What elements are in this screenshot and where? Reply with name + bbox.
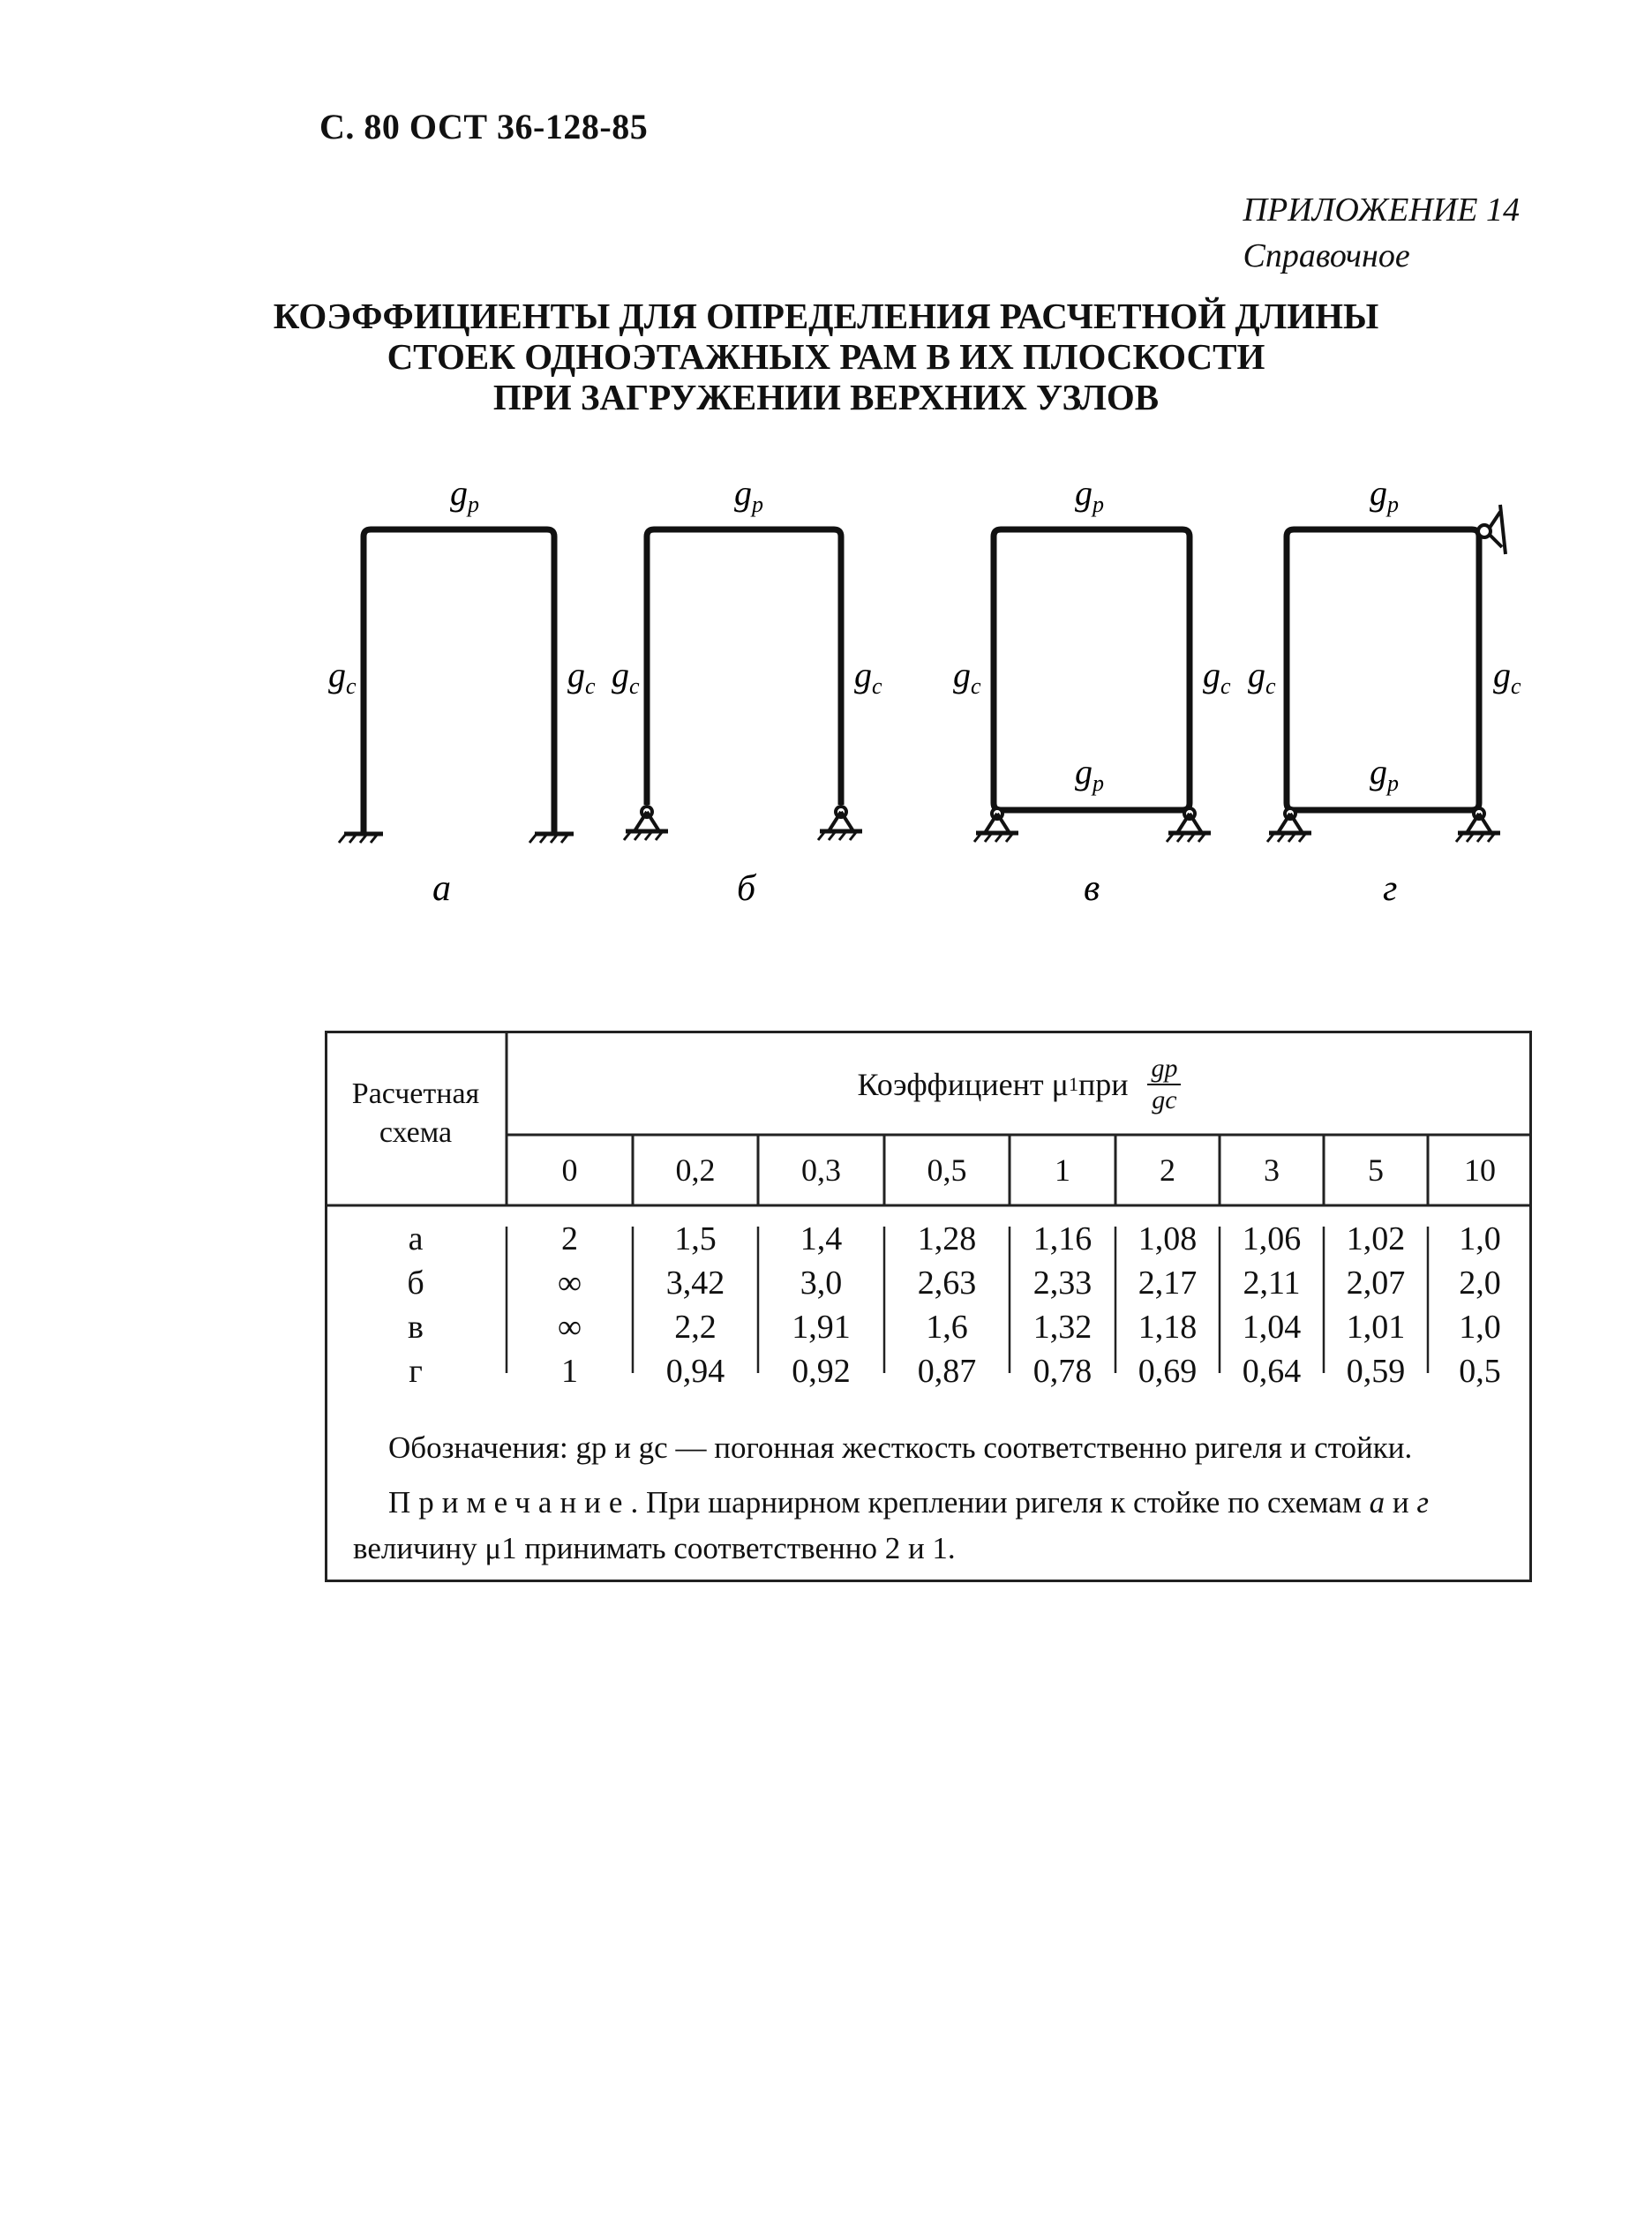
value-cell: 1,01: [1346, 1309, 1406, 1346]
value-cell: 1,16: [1032, 1220, 1093, 1257]
frame-a-caption: а: [432, 868, 451, 909]
value-cell: 1,0: [1459, 1220, 1501, 1257]
value-cell: 1,02: [1346, 1220, 1406, 1257]
ratio-header-cell: 3: [1264, 1152, 1280, 1188]
frame-b-right-label: $g_c$: [854, 655, 882, 699]
frame-b-top-label: $g_p$: [734, 473, 763, 517]
scheme-column-header: Расчетная схема: [351, 1077, 480, 1149]
frame-b-left-label: $g_c$: [612, 655, 640, 699]
frame-a-right-label: $g_c$: [567, 655, 596, 699]
ratio-header-cell: 5: [1368, 1152, 1384, 1188]
value-cell: 1,4: [800, 1220, 843, 1257]
fraction-numerator: gp: [1147, 1054, 1181, 1085]
scheme-cell: в: [408, 1309, 424, 1346]
frame-g-bottom-label: $g_p$: [1370, 752, 1399, 796]
value-cell: 2,0: [1459, 1265, 1501, 1302]
frame-a: [328, 473, 596, 909]
value-cell: 1,06: [1242, 1220, 1302, 1257]
value-cell: 3,42: [665, 1265, 725, 1302]
frame-g-right-label: $g_c$: [1493, 655, 1521, 699]
value-cell: 1: [561, 1353, 578, 1390]
title-line-2: СТОЕК ОДНОЭТАЖНЫХ РАМ В ИХ ПЛОСКОСТИ: [387, 336, 1265, 377]
value-cell: 1,32: [1032, 1309, 1093, 1346]
value-cell: 1,5: [674, 1220, 717, 1257]
frame-v-left-label: $g_c$: [953, 655, 981, 699]
value-cell: 1,6: [926, 1309, 968, 1346]
frame-v-top-label: $g_p$: [1075, 473, 1104, 517]
frame-b-caption: б: [737, 868, 756, 909]
frame-v-bottom-label: $g_p$: [1075, 752, 1104, 796]
value-cell: 2,17: [1138, 1265, 1198, 1302]
value-cell: 0,92: [792, 1353, 851, 1390]
frame-a-left-label: $g_c$: [328, 655, 357, 699]
value-cell: 2,2: [674, 1309, 717, 1346]
ratio-header-cell: 0,3: [801, 1152, 841, 1188]
scheme-cell: а: [408, 1220, 424, 1257]
value-cell: 2,11: [1243, 1265, 1301, 1302]
value-cell: ∞: [557, 1309, 582, 1346]
value-cell: 1,04: [1242, 1309, 1302, 1346]
appendix-label: ПРИЛОЖЕНИЕ 14: [1243, 191, 1520, 229]
frame-g: [1248, 473, 1521, 909]
frame-a-top-label: $g_p$: [450, 473, 479, 517]
remark-scheme-g: г: [1416, 1485, 1430, 1520]
frame-b: [612, 473, 882, 909]
frame-g-left-label: $g_c$: [1248, 655, 1276, 699]
ratio-header-cell: 0: [561, 1152, 578, 1188]
value-cell: 1,08: [1138, 1220, 1198, 1257]
ratio-header-cell: 1: [1055, 1152, 1070, 1188]
title-line-3: ПРИ ЗАГРУЖЕНИИ ВЕРХНИХ УЗЛОВ: [492, 377, 1160, 417]
value-cell: 2,07: [1346, 1265, 1406, 1302]
value-cell: 1,91: [792, 1309, 851, 1346]
ratio-header-cell: 0,5: [927, 1152, 967, 1188]
page-header: С. 80 ОСТ 36-128-85: [319, 107, 649, 146]
value-cell: 2: [561, 1220, 578, 1257]
value-cell: 2,63: [917, 1265, 977, 1302]
fraction-denominator: gc: [1152, 1085, 1177, 1114]
scheme-cell: б: [407, 1265, 424, 1302]
remark-text-3: величину μ1 принимать соответственно 2 и 1.: [353, 1531, 956, 1565]
value-cell: 0,94: [665, 1353, 725, 1390]
remark-text-2: и: [1385, 1485, 1417, 1520]
value-cell: 0,59: [1346, 1353, 1406, 1390]
value-cell: 0,69: [1138, 1353, 1198, 1390]
coef-header-suffix: при: [1078, 1067, 1129, 1102]
ratio-fraction: [1147, 1054, 1181, 1115]
ratio-header-cell: 0,2: [675, 1152, 716, 1188]
frame-g-caption: г: [1383, 868, 1398, 909]
value-cell: 0,87: [917, 1353, 977, 1390]
value-cell: 1,28: [917, 1220, 977, 1257]
value-cell: ∞: [557, 1265, 582, 1302]
frame-v-right-label: $g_c$: [1203, 655, 1231, 699]
coef-header-prefix: Коэффициент μ: [857, 1067, 1069, 1102]
notes-block: [353, 1425, 1527, 1580]
remark-note: [353, 1480, 1527, 1572]
value-cell: 0,78: [1032, 1353, 1093, 1390]
designations-note: Обозначения: gр и gс — погонная жесткость соответственно ригеля и стойки.: [388, 1430, 1413, 1465]
remark-text-1: . При шарнирном креплении ригеля к стойке по схемам: [630, 1485, 1370, 1520]
appendix-block: [1243, 187, 1520, 279]
title-line-1: КОЭФФИЦИЕНТЫ ДЛЯ ОПРЕДЕЛЕНИЯ РАСЧЕТНОЙ ДЛИНЫ: [273, 296, 1379, 336]
value-cell: 2,33: [1032, 1265, 1093, 1302]
frame-g-top-label: $g_p$: [1370, 473, 1399, 517]
frame-v: [953, 473, 1231, 909]
scheme-cell: г: [409, 1353, 423, 1390]
frame-diagrams: [0, 459, 1652, 918]
value-cell: 1,18: [1138, 1309, 1198, 1346]
value-cell: 3,0: [800, 1265, 843, 1302]
remark-word: Примечание: [388, 1485, 631, 1520]
ratio-header-cell: 10: [1464, 1152, 1496, 1188]
appendix-type: Справочное: [1243, 237, 1410, 274]
remark-scheme-a: а: [1369, 1485, 1385, 1520]
document-title: [0, 296, 1652, 417]
coef-header-sub: 1: [1068, 1073, 1078, 1095]
coef-header: [507, 1032, 1532, 1137]
ratio-header-cell: 2: [1160, 1152, 1175, 1188]
frame-v-caption: в: [1084, 868, 1100, 909]
value-cell: 0,64: [1242, 1353, 1302, 1390]
value-cell: 1,0: [1459, 1309, 1501, 1346]
value-cell: 0,5: [1459, 1353, 1501, 1390]
